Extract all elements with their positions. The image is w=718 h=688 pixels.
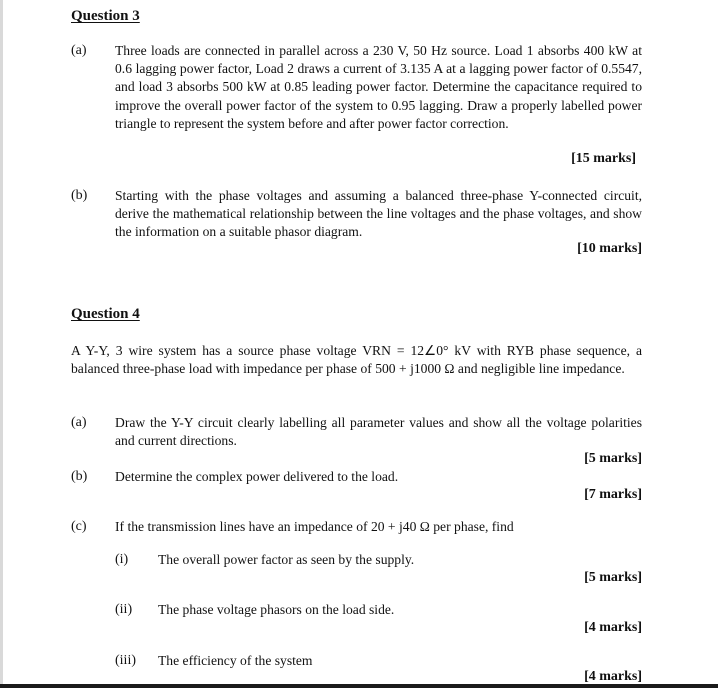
q4-c-iii-text: The efficiency of the system — [158, 653, 313, 668]
q4-c-ii-label: (ii) — [115, 602, 133, 617]
q4-b-marks: [7 marks] — [584, 487, 642, 502]
q4-c-label: (c) — [71, 519, 87, 534]
q4-c-ii-marks: [4 marks] — [584, 620, 642, 635]
page-edge — [0, 0, 3, 688]
q4-c-i-label: (i) — [115, 552, 129, 567]
q4-a-marks: [5 marks] — [584, 451, 642, 466]
question-3-heading: Question 3 — [71, 8, 140, 24]
q4-c-ii-text: The phase voltage phasors on the load side. — [158, 602, 395, 617]
q4-b-label: (b) — [71, 469, 88, 484]
q4-c-i-marks: [5 marks] — [584, 570, 642, 585]
q3-a-marks: [15 marks] — [571, 151, 636, 166]
q4-c-i-text: The overall power factor as seen by the supply. — [158, 552, 415, 567]
q4-a-text: Draw the Y-Y circuit clearly labelling all parameter values and show all the voltage polarities and current directions. — [115, 415, 642, 449]
q3-a-text: Three loads are connected in parallel across a 230 V, 50 Hz source. Load 1 absorbs 400 kW at 0.6 lagging power factor, Load 2 draws a current of 3.135 A at a lagging power factor of 0.5547, and load 3 absorbs 500 kW at 0.85 leading power factor. Determine the capacitance required to improve the overall power factor of the system to 0.95 lagging. Draw a properly labelled power triangle to represent the system before and after power factor correction. — [115, 43, 642, 131]
q3-a-label: (a) — [71, 43, 87, 58]
q3-b-label: (b) — [71, 188, 88, 203]
q4-c-iii-label: (iii) — [115, 653, 136, 668]
q4-a-label: (a) — [71, 415, 87, 430]
q4-b-text: Determine the complex power delivered to the load. — [115, 469, 399, 484]
q3-b-marks: [10 marks] — [577, 241, 642, 256]
q3-b-text: Starting with the phase voltages and assuming a balanced three-phase Y-connected circuit, derive the mathematical relationship between the line voltages and the phase voltages, and show the information on a suitable phasor diagram. — [115, 188, 642, 240]
q4-intro-text: A Y-Y, 3 wire system has a source phase voltage VRN = 12∠0° kV with RYB phase sequence, a balanced three-phase load with impedance per phase of 500 + j1000 Ω and negligible line impedance. — [71, 343, 642, 377]
question-4-heading: Question 4 — [71, 306, 140, 322]
q4-c-iii-marks: [4 marks] — [584, 669, 642, 684]
bottom-bar — [0, 684, 718, 688]
q4-c-text: If the transmission lines have an impedance of 20 + j40 Ω per phase, find — [115, 519, 514, 534]
